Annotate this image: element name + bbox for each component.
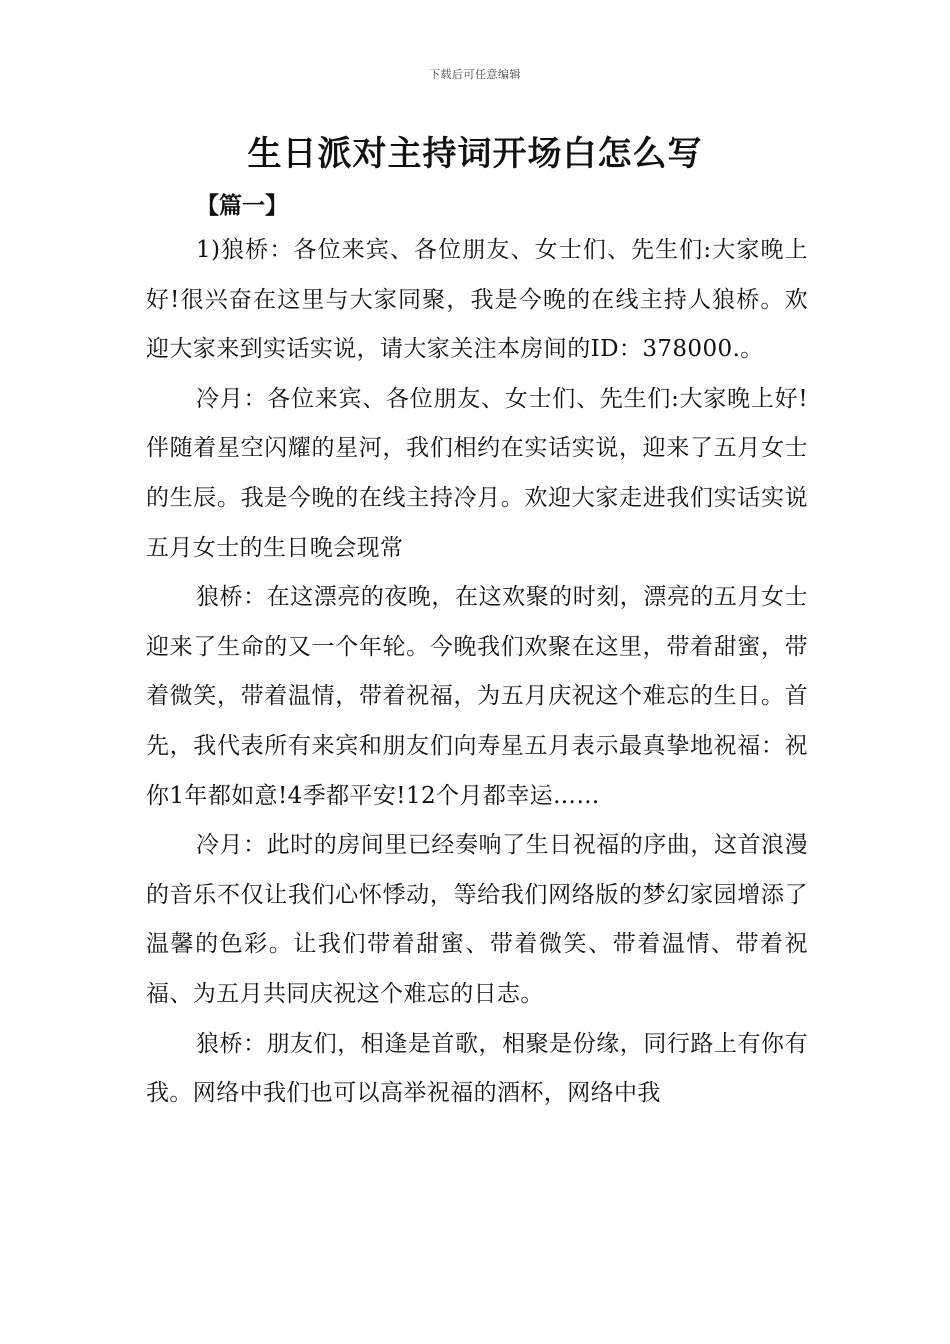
- paragraph: 狼桥：在这漂亮的夜晚，在这欢聚的时刻，漂亮的五月女士迎来了生命的又一个年轮。今晚我们欢聚在这里，带着甜蜜，带着微笑，带着温情，带着祝福，为五月庆祝这个难忘的生日。首先，我代表所有来宾和朋友们向寿星五月表示最真挚地祝福：祝你1年都如意!4季都平安!12个月都幸运……: [146, 584, 808, 809]
- section-label: 【篇一】: [196, 192, 288, 219]
- header-note: 下载后可任意编辑: [429, 68, 521, 81]
- paragraph: 冷月：此时的房间里已经奏响了生日祝福的序曲，这首浪漫的音乐不仅让我们心怀悸动，等给我们网络版的梦幻家园增添了温馨的色彩。让我们带着甜蜜、带着微笑、带着温情、带着祝福、为五月共同庆祝这个难忘的日志。: [146, 832, 808, 1007]
- body-text: [146, 226, 808, 1119]
- paragraph: 狼桥：朋友们，相逢是首歌，相聚是份缘，同行路上有你有我。网络中我们也可以高举祝福的酒杯，网络中我: [146, 1030, 808, 1107]
- paragraph: 1)狼桥：各位来宾、各位朋友、女士们、先生们:大家晚上好!很兴奋在这里与大家同聚，我是今晚的在线主持人狼桥。欢迎大家来到实话实说，请大家关注本房间的ID：378000.。: [146, 237, 808, 363]
- paragraph: 冷月：各位来宾、各位朋友、女士们、先生们:大家晚上好!伴随着星空闪耀的星河，我们相约在实话实说，迎来了五月女士的生辰。我是今晚的在线主持冷月。欢迎大家走进我们实话实说五月女士的生日晚会现常: [146, 385, 808, 561]
- document-title: 生日派对主持词开场白怎么写: [247, 134, 703, 174]
